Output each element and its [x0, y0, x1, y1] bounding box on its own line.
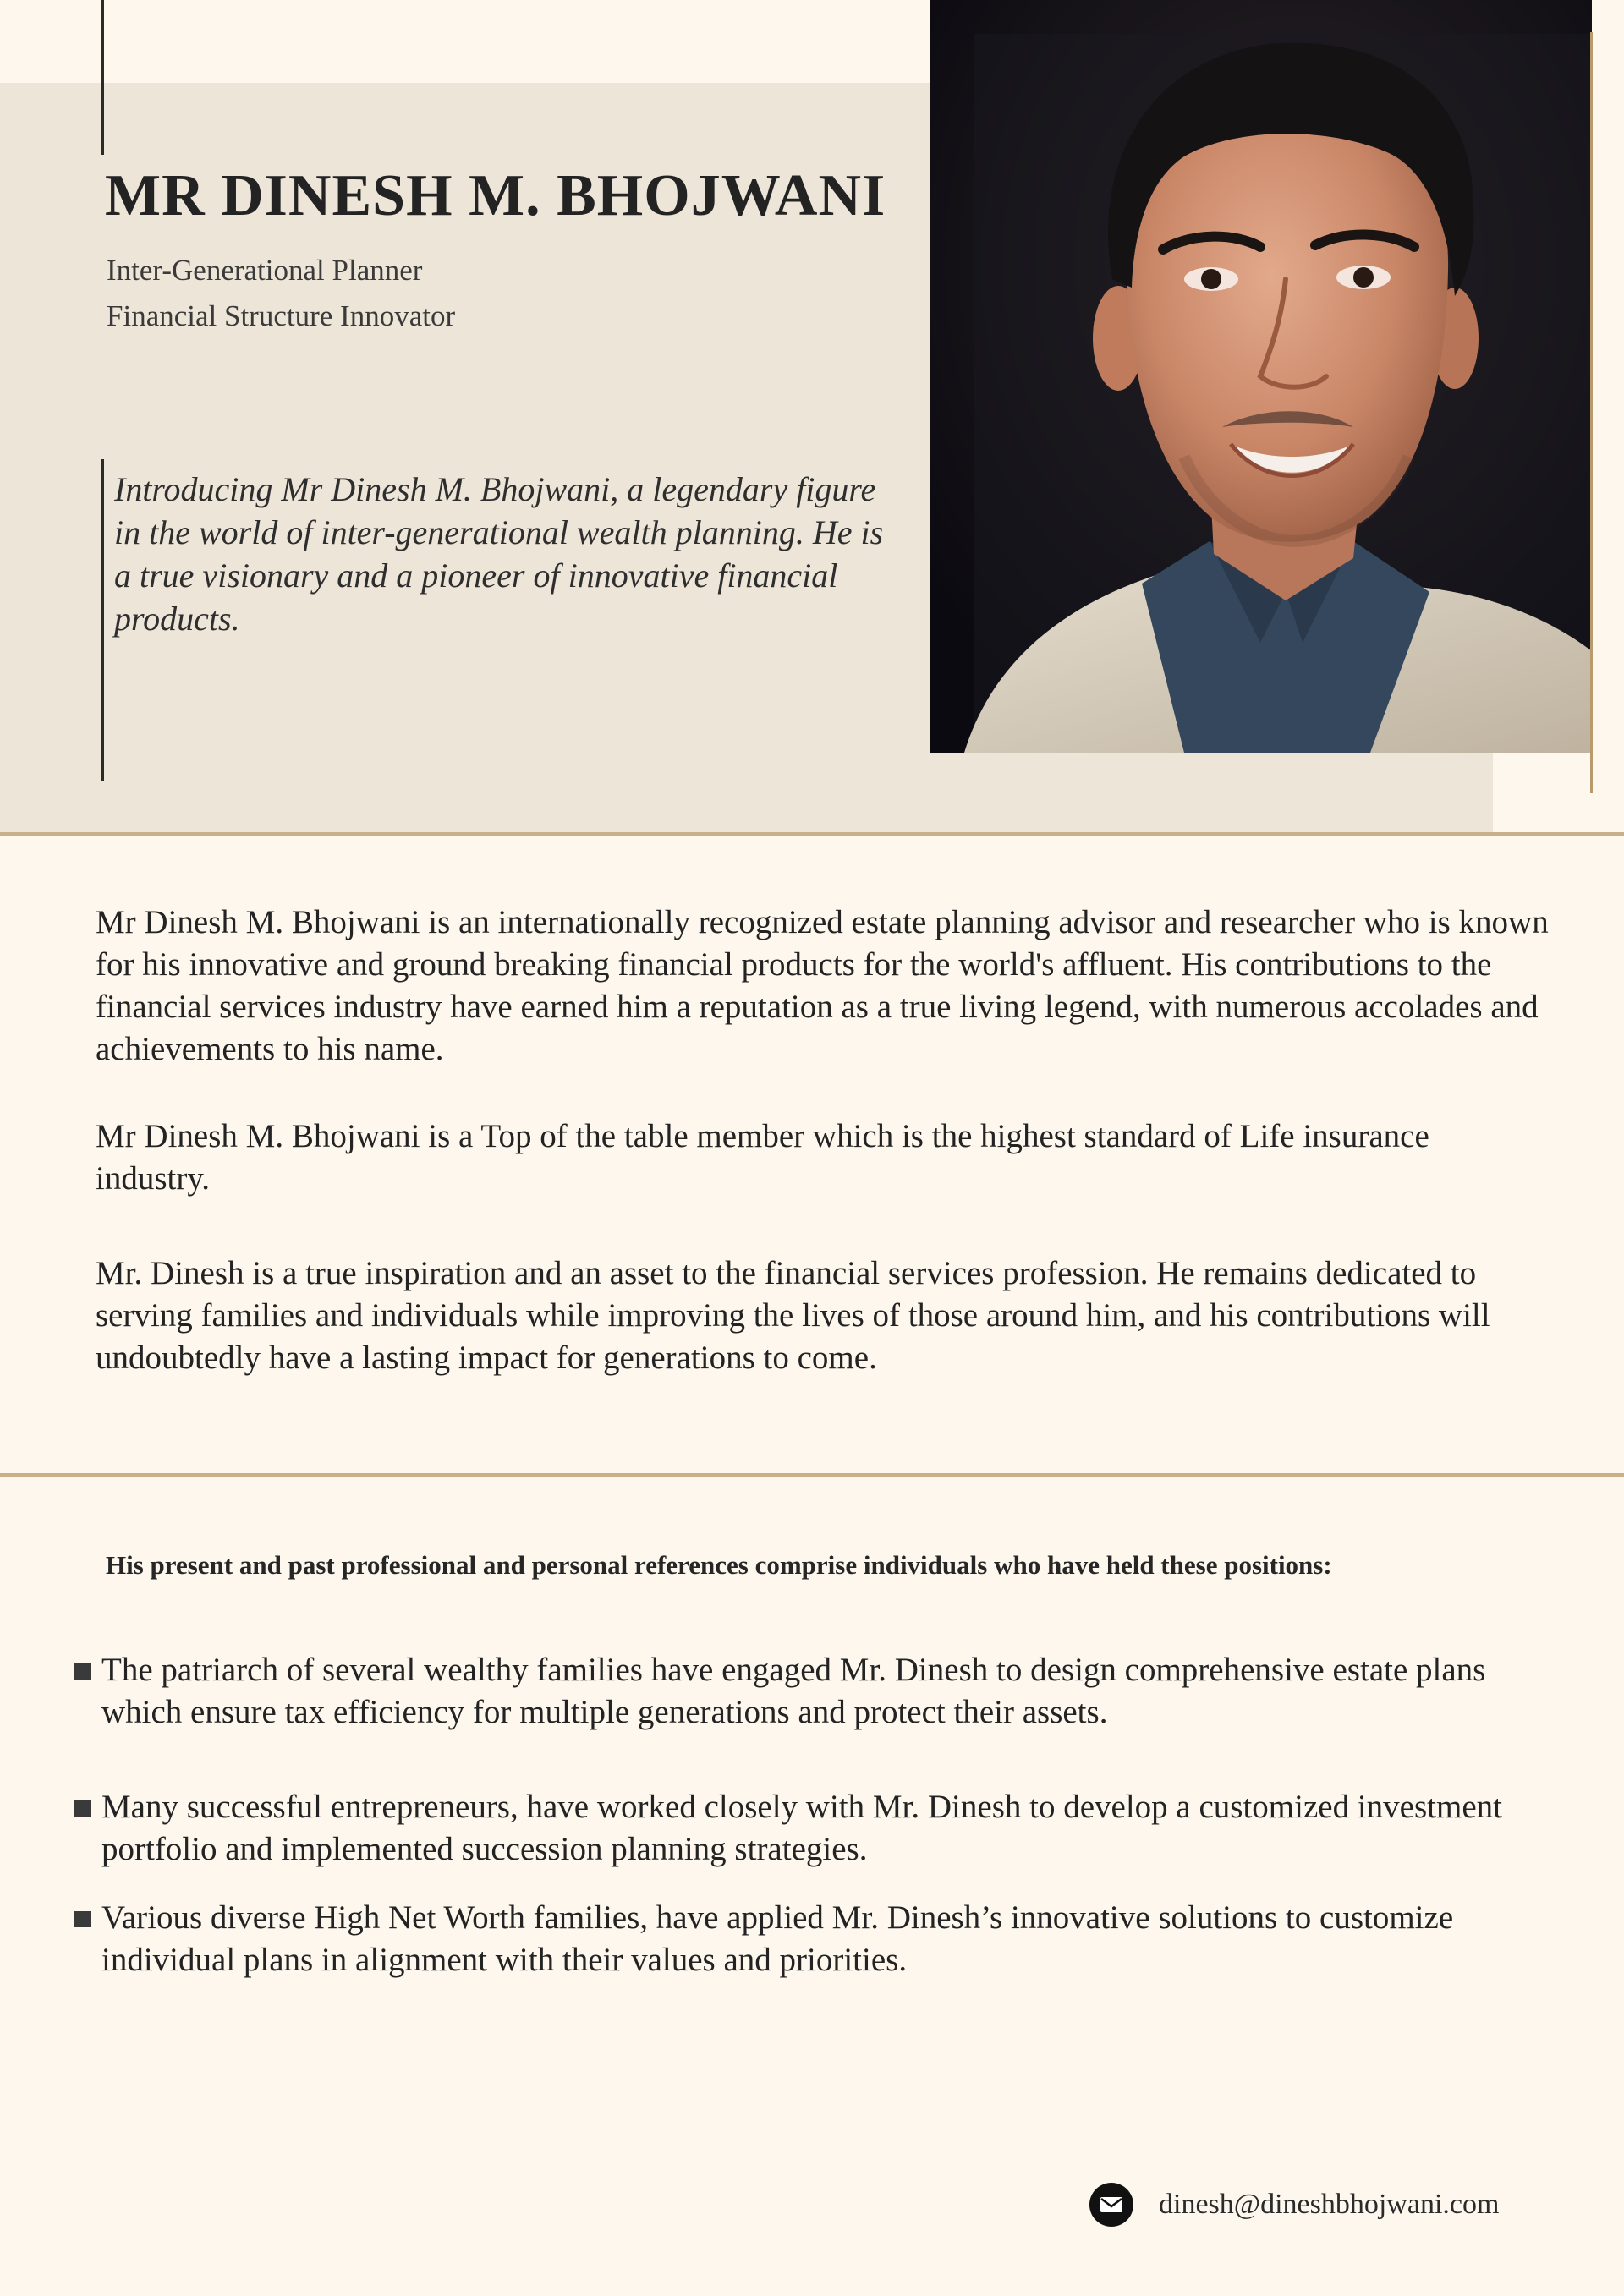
profile-role-secondary: Financial Structure Innovator [107, 299, 456, 332]
envelope-icon [1089, 2183, 1133, 2227]
bio-paragraph: Mr Dinesh M. Bhojwani is an internationally recognized estate planning advisor and researcher who is known for his innovative and ground breaking financial products for the world's affluent. His contributions to the financial services industry have earned him a reputation as a true living legend, with numerous accolades and achievements to his name. [96, 904, 1549, 1067]
bio-paragraph: Mr Dinesh M. Bhojwani is a Top of the table member which is the highest standard of Life insurance industry. [96, 1118, 1429, 1197]
section-divider [0, 832, 1624, 836]
portrait-illustration [930, 0, 1592, 753]
bio-paragraph: Mr. Dinesh is a true inspiration and an asset to the financial services profession. He remains dedicated to serving families and individuals while improving the lives of those around him, and his contributions will undoubtedly have a lasting impact for generations to come. [96, 1255, 1490, 1376]
portrait-photo [930, 0, 1592, 753]
section-divider [0, 1473, 1624, 1477]
reference-list-item [74, 1786, 1529, 1871]
top-accent-line [102, 0, 104, 155]
intro-quote: Introducing Mr Dinesh M. Bhojwani, a legendary figure in the world of inter-generational wealth planning. He is a true visionary and a pioneer of innovative financial products. [114, 470, 884, 638]
intro-accent-line [102, 459, 104, 781]
profile-role-primary: Inter-Generational Planner [107, 254, 423, 287]
square-bullet-icon [74, 1911, 91, 1927]
square-bullet-icon [74, 1663, 91, 1680]
contact-email-row[interactable] [1089, 2183, 1499, 2227]
reference-list-item [74, 1649, 1529, 1734]
email-link[interactable]: dinesh@dineshbhojwani.com [1159, 2189, 1500, 2220]
photo-accent-line [1590, 32, 1593, 793]
reference-text: Various diverse High Net Worth families, have applied Mr. Dinesh’s innovative solutions to customize individual plans in alignment with their values and priorities. [102, 1899, 1454, 1978]
profile-name: MR DINESH M. BHOJWANI [105, 163, 886, 228]
references-heading: His present and past professional and personal references comprise individuals who have held these positions: [106, 1550, 1332, 1580]
reference-text: The patriarch of several wealthy families have engaged Mr. Dinesh to design comprehensive estate plans which ensure tax efficiency for multiple generations and protect their assets. [102, 1652, 1486, 1730]
reference-text: Many successful entrepreneurs, have worked closely with Mr. Dinesh to develop a customized investment portfolio and implemented succession planning strategies. [102, 1789, 1502, 1867]
square-bullet-icon [74, 1800, 91, 1817]
reference-list-item [74, 1897, 1529, 1981]
